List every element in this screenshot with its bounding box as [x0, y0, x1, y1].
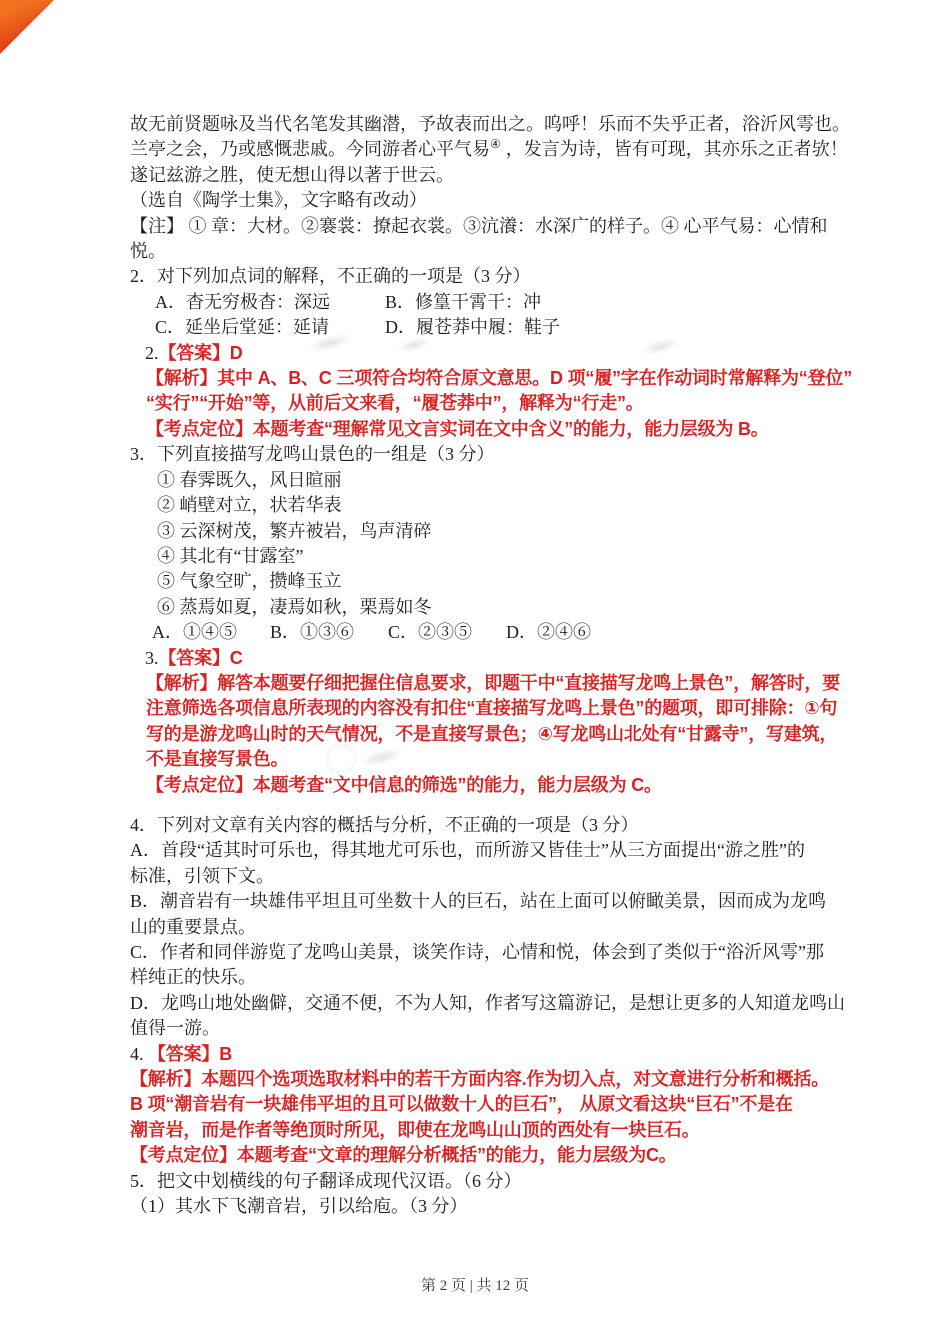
question-text: ⑤ 气象空旷，攒峰玉立 — [157, 571, 342, 592]
text-line — [130, 595, 872, 620]
question-text: A．①④⑤ — [152, 622, 237, 643]
document-body — [130, 112, 872, 1219]
question-text: 【注】 ① 章：大材。②褰裳：撩起衣裳。③沆瀁：水深广的样子。④ 心平气易：心情和 — [130, 215, 828, 236]
text-line — [130, 1016, 872, 1041]
text-line — [130, 1092, 872, 1117]
question-text: B．潮音岩有一块雄伟平坦且可坐数十人的巨石，站在上面可以俯瞰美景，因而成为龙鸣 — [130, 891, 827, 912]
text-line — [130, 366, 872, 391]
question-text: D．②④⑥ — [506, 622, 591, 643]
answer-text: 【解析】解答本题要仔细把握住信息要求，即题干中“直接描写龙鸣上景色”，解答时，要 — [146, 672, 840, 693]
answer-text: 【答案】B — [148, 1043, 232, 1064]
question-text: C．②③⑤ — [388, 622, 473, 643]
answer-text: 【答案】C — [158, 647, 243, 668]
answer-text: 【考点定位】本题考查“理解常见文言实词在文中含义”的能力，能力层级为 B。 — [146, 418, 769, 439]
text-line — [130, 112, 872, 137]
question-text: （1）其水下飞潮音岩，引以给庖。（3 分） — [130, 1196, 468, 1217]
text-line — [130, 188, 872, 213]
text-line — [130, 493, 872, 518]
question-text: 值得一游。 — [130, 1018, 220, 1039]
question-text: 4．下列对文章有关内容的概括与分析，不正确的一项是（3 分） — [130, 814, 639, 835]
text-line — [130, 965, 872, 990]
page-footer — [0, 1274, 950, 1295]
text-line — [130, 620, 872, 645]
question-text: （选自《陶学士集》，文字略有改动） — [130, 190, 427, 211]
text-line — [130, 544, 872, 569]
text-line — [130, 468, 872, 493]
text-line — [130, 889, 872, 914]
question-text: 样纯正的快乐。 — [130, 967, 256, 988]
text-line — [130, 696, 872, 721]
answer-text: 【考点定位】本题考查“文章的理解分析概括”的能力，能力层级为C。 — [130, 1145, 677, 1166]
text-line — [130, 214, 872, 239]
text-line — [130, 747, 872, 772]
answer-text: 不是直接写景色。 — [146, 749, 289, 770]
question-text: 4. — [130, 1043, 148, 1064]
question-text: 悦。 — [130, 241, 166, 262]
text-line — [130, 163, 872, 188]
question-text: B．修篁干霄干：冲 — [385, 291, 542, 312]
text-line — [130, 1194, 872, 1219]
question-text: 遂记兹游之胜，使无想山得以著于世云。 — [130, 164, 454, 185]
answer-text: B 项“潮音岩有一块雄伟平坦的且可以做数十人的巨石”， 从原文看这块“巨石”不是在 — [130, 1094, 793, 1115]
text-line — [130, 391, 872, 416]
question-text: C．作者和同伴游览了龙鸣山美景，谈笑作诗，心情和悦，体会到了类似于“浴沂风雩”那 — [130, 942, 824, 962]
text-line — [130, 519, 872, 544]
question-text: ③ 云深树茂，繁卉被岩，鸟声清碎 — [157, 520, 432, 541]
question-text: 2．对下列加点词的解释，不正确的一项是（3 分） — [130, 266, 531, 287]
question-text: 标准，引领下文。 — [130, 865, 274, 886]
answer-text: 【解析】其中 A、B、C 三项符合均符合原文意思。D 项“履”字在作动词时常解释为“登位” — [146, 368, 852, 389]
page-number-label: 第 2 页 | 共 12 页 — [420, 1278, 529, 1294]
text-line — [130, 239, 872, 264]
text-line — [130, 722, 872, 747]
question-text: ② 峭壁对立，状若华表 — [157, 495, 342, 516]
text-line — [130, 341, 872, 366]
text-line — [130, 864, 872, 889]
answer-text: 【答案】D — [158, 342, 243, 363]
question-text: 5．把文中划横线的句子翻译成现代汉语。（6 分） — [130, 1170, 522, 1191]
corner-fold-decoration — [0, 0, 54, 54]
answer-text: 【考点定位】本题考查“文中信息的筛选”的能力，能力层级为 C。 — [146, 774, 662, 795]
text-line — [130, 1169, 872, 1194]
question-text: 3．下列直接描写龙鸣山景色的一组是（3 分） — [130, 444, 495, 465]
text-line — [130, 646, 872, 671]
question-text: 兰亭之会，乃或感慨悲戚。今同游者心平气易 — [130, 139, 490, 160]
question-text: ，发言为诗，皆有可现，其亦乐之正者欤！ — [505, 139, 848, 160]
question-text: A．首段“适其时可乐也，得其地尤可乐也，而所游又皆佳士”从三方面提出“游之胜”的 — [130, 840, 805, 861]
text-line — [130, 773, 872, 798]
text-line — [130, 569, 872, 594]
text-line — [130, 290, 872, 315]
question-text: ④ 其北有“甘露室” — [157, 545, 304, 566]
answer-text: 写的是游龙鸣山时的天气情况，不是直接写景色；④写龙鸣山北处有“甘露寺”，写建筑， — [146, 723, 838, 744]
answer-text: 【解析】本题四个选项选取材料中的若干方面内容.作为切入点，对文意进行分析和概括。 — [130, 1069, 829, 1090]
text-line — [130, 1067, 872, 1092]
text-line — [130, 1143, 872, 1168]
question-text: 故无前贤题咏及当代名笔发其幽潜，予故表而出之。呜呼！乐而不失乎正者，浴沂风雩也。 — [130, 114, 850, 134]
question-text: A．杳无穷极杳：深远 — [155, 291, 330, 312]
text-line — [130, 813, 872, 838]
text-line — [130, 915, 872, 940]
question-text: 3. — [145, 647, 159, 668]
answer-text: 潮音岩，而是作者等绝顶时所见，即使在龙鸣山山顶的西处有一块巨石。 — [130, 1119, 700, 1140]
answer-text: 注意筛选各项信息所表现的内容没有扣住“直接描写龙鸣上景色”的题项，即可排除：①句 — [146, 698, 838, 719]
question-text: D．履苍莽中履：鞋子 — [385, 317, 560, 338]
text-line — [130, 137, 872, 162]
text-line — [130, 442, 872, 467]
text-line — [130, 315, 872, 340]
question-text: B．①③⑥ — [270, 622, 355, 643]
question-text: ① 春霁既久，风日暄丽 — [157, 469, 342, 490]
text-line — [130, 264, 872, 289]
question-text: 山的重要景点。 — [130, 916, 256, 937]
text-line — [130, 838, 872, 863]
question-text: ⑥ 蒸焉如夏，凄焉如秋，栗焉如冬 — [157, 596, 432, 617]
question-text: D．龙鸣山地处幽僻，交通不便，不为人知，作者写这篇游记，是想让更多的人知道龙鸣山 — [130, 992, 845, 1013]
text-line — [130, 417, 872, 442]
text-line — [130, 1118, 872, 1143]
question-text: 2. — [145, 342, 159, 363]
question-text: C．延坐后堂延：延请 — [155, 317, 330, 338]
text-line — [130, 940, 872, 965]
text-line — [130, 671, 872, 696]
question-text: ④ — [490, 137, 501, 152]
text-line — [130, 1042, 872, 1067]
text-line — [130, 991, 872, 1016]
answer-text: “实行”“开始”等，从前后文来看，“履苍莽中”，解释为“行走”。 — [146, 393, 644, 414]
